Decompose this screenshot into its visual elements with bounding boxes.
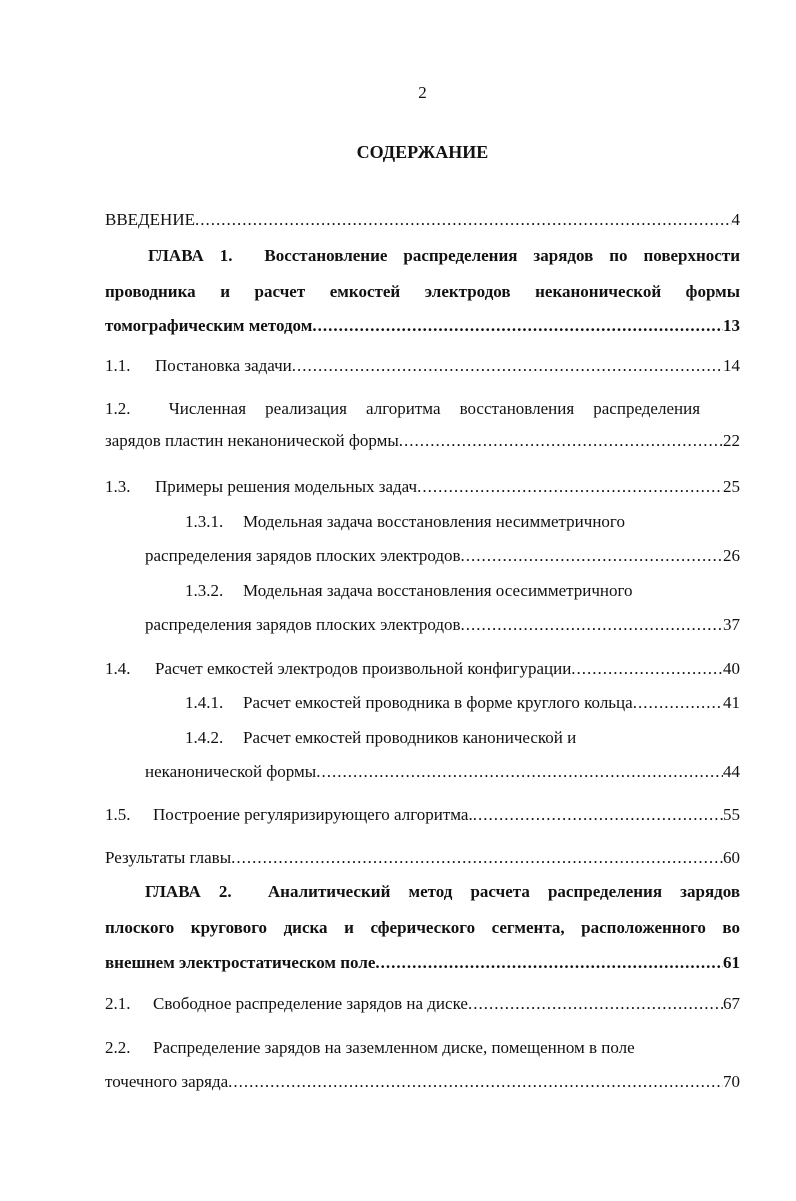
entry-title-line: Численная реализация алгоритма восстановления распределения — [168, 399, 701, 418]
dot-leader — [461, 614, 723, 636]
dot-leader — [195, 209, 732, 231]
entry-page: 26 — [723, 546, 740, 565]
entry-title-last-line — [105, 1071, 740, 1093]
dot-leader — [312, 315, 723, 337]
dot-leader — [399, 430, 723, 452]
entry-number: 1.4.1. — [185, 693, 224, 712]
dot-leader — [375, 952, 723, 974]
entry-number: 1.1. — [105, 356, 131, 375]
toc-entry-1-1[interactable] — [105, 355, 740, 377]
dot-leader — [316, 761, 723, 783]
entry-number: 1.3.2. — [185, 581, 224, 600]
entry-title-line: Свободное распределение зарядов на диске — [153, 994, 468, 1013]
entry-number: 1.4.2. — [185, 728, 224, 747]
dot-leader — [292, 355, 723, 377]
entry-label: Результаты главы — [105, 848, 232, 867]
entry-page: 44 — [723, 762, 740, 781]
entry-title-line: распределения зарядов плоских электродов — [145, 615, 461, 634]
entry-title-line: Построение регуляризирующего алгоритма. — [153, 805, 473, 824]
toc-entry-1-4[interactable] — [105, 658, 740, 680]
entry-page: 61 — [723, 953, 740, 972]
entry-title-line: внешнем электростатическом поле — [105, 953, 376, 972]
entry-page: 41 — [723, 693, 740, 712]
entry-page: 4 — [731, 210, 740, 229]
entry-title-line: проводника и расчет емкостей электродов неканонической формы — [105, 282, 740, 301]
entry-page: 14 — [723, 356, 740, 375]
dot-leader — [461, 545, 723, 567]
dot-leader — [571, 658, 723, 680]
entry-number: 2.2. — [105, 1038, 131, 1057]
entry-title-line: распределения зарядов плоских электродов — [145, 546, 461, 565]
entry-number: 2.1. — [105, 994, 131, 1013]
entry-title-line: Аналитический метод расчета распределения зарядов — [267, 882, 741, 901]
entry-title-last-line — [145, 545, 740, 567]
toc-entry-1-3-1[interactable] — [185, 511, 740, 533]
dot-leader — [468, 993, 723, 1015]
entry-title-line: точечного заряда — [105, 1072, 229, 1091]
entry-title-line: неканонической формы — [145, 762, 317, 781]
entry-number: ГЛАВА 2. — [145, 882, 232, 901]
entry-title-line: зарядов пластин неканонической формы — [105, 431, 399, 450]
entry-page: 37 — [723, 615, 740, 634]
entry-title-line: Постановка задачи — [155, 356, 292, 375]
dot-leader — [633, 692, 723, 714]
entry-number: ГЛАВА 1. — [148, 246, 233, 265]
toc-entry-1-3-2[interactable] — [185, 580, 740, 602]
entry-title-line: Модельная задача восстановления несимметричного — [243, 512, 625, 531]
toc-entry-2-2[interactable] — [105, 1037, 740, 1059]
entry-page: 40 — [723, 659, 740, 678]
entry-page: 25 — [723, 477, 740, 496]
dot-leader — [417, 476, 723, 498]
toc-entry-1-4-2[interactable] — [185, 727, 740, 749]
entry-title-line: плоского кругового диска и сферического сегмента, расположенного во — [105, 918, 740, 937]
entry-title-line: Модельная задача восстановления осесимметричного — [243, 581, 633, 600]
page-number: 2 — [418, 83, 427, 102]
entry-title-line: Расчет емкостей проводника в форме круглого кольца — [243, 693, 633, 712]
toc-entry-2-1[interactable] — [105, 993, 740, 1015]
entry-title-line: Примеры решения модельных задач — [155, 477, 418, 496]
dot-leader — [473, 804, 723, 826]
entry-page: 13 — [723, 316, 740, 335]
toc-entry-introduction[interactable] — [105, 209, 740, 231]
toc-entry-1-2[interactable] — [105, 398, 700, 420]
toc-entry-1-4-1[interactable] — [185, 692, 740, 714]
entry-label: ВВЕДЕНИЕ — [105, 210, 195, 229]
entry-title-last-line — [145, 761, 740, 783]
toc-entry-chapter-results[interactable] — [105, 847, 740, 869]
entry-title-last-line — [105, 315, 740, 337]
entry-title-line: Восстановление распределения зарядов по поверхности — [264, 246, 740, 265]
entry-page: 67 — [723, 994, 740, 1013]
entry-title-line: Расчет емкостей электродов произвольной конфигурации — [155, 659, 572, 678]
entry-page: 55 — [723, 805, 740, 824]
entry-title-line: Расчет емкостей проводников канонической и — [243, 728, 577, 747]
entry-title-line: томографическим методом — [105, 316, 313, 335]
dot-leader — [231, 847, 723, 869]
toc-entry-1-5[interactable] — [105, 804, 740, 826]
toc-entry-chapter-1[interactable] — [148, 245, 740, 267]
toc-title: СОДЕРЖАНИЕ — [356, 142, 489, 162]
entry-title-last-line — [105, 952, 740, 974]
entry-number: 1.2. — [105, 399, 131, 418]
entry-page: 70 — [723, 1072, 740, 1091]
entry-title-last-line — [105, 430, 740, 452]
entry-title-last-line — [145, 614, 740, 636]
entry-page: 22 — [723, 431, 740, 450]
entry-number: 1.5. — [105, 805, 131, 824]
entry-number: 1.3.1. — [185, 512, 224, 531]
entry-number: 1.4. — [105, 659, 131, 678]
dot-leader — [228, 1071, 723, 1093]
toc-entry-chapter-2[interactable] — [145, 881, 740, 903]
entry-number: 1.3. — [105, 477, 131, 496]
entry-title-line: Распределение зарядов на заземленном диске, помещенном в поле — [153, 1038, 635, 1057]
entry-page: 60 — [723, 848, 740, 867]
toc-entry-1-3[interactable] — [105, 476, 740, 498]
